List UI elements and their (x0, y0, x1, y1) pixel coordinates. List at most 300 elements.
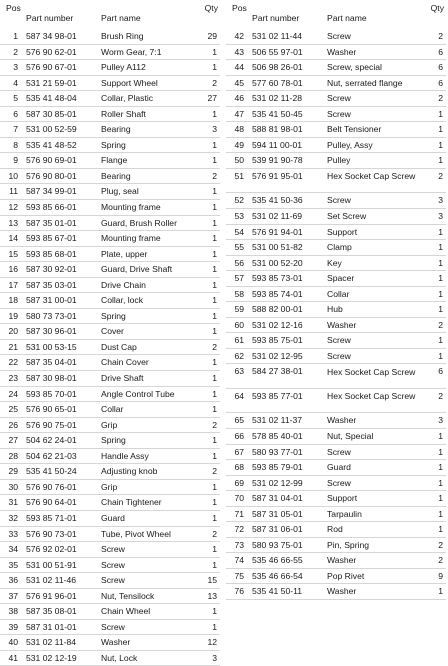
row-part-number: 587 31 01-01 (26, 621, 77, 632)
row-part-number: 531 00 51-91 (26, 559, 77, 570)
row-qty: 1 (212, 155, 217, 166)
table-row (0, 371, 220, 387)
row-part-number: 593 85 67-01 (26, 233, 77, 244)
row-part-name: Support (327, 493, 358, 504)
row-part-name: Cover (101, 326, 124, 337)
row-pos: 38 (8, 606, 18, 617)
row-part-number: 576 91 94-01 (252, 226, 303, 237)
row-part-number: 531 02 12-99 (252, 477, 303, 488)
row-part-name: Spring (101, 435, 126, 446)
row-part-name: Set Screw (327, 210, 367, 221)
table-body (0, 29, 220, 666)
table-row (0, 324, 220, 340)
table-row (226, 240, 446, 256)
row-qty: 2 (438, 31, 443, 41)
row-part-number: 531 02 12-95 (252, 350, 303, 361)
row-pos: 47 (234, 108, 244, 119)
row-part-number: 587 30 98-01 (26, 373, 77, 384)
row-part-name: Plate, upper (101, 248, 148, 259)
row-part-name: Grip (101, 481, 118, 492)
row-part-name: Washer (327, 415, 357, 426)
row-part-number: 587 30 85-01 (26, 108, 77, 119)
row-qty: 1 (438, 257, 443, 268)
header-qty: Qty (430, 3, 444, 13)
row-part-name: Screw (101, 575, 125, 586)
row-pos: 53 (234, 210, 244, 221)
row-pos: 3 (13, 62, 18, 73)
table-row (226, 522, 446, 538)
row-pos: 61 (234, 335, 244, 346)
row-qty: 2 (438, 555, 443, 566)
row-pos: 14 (8, 233, 18, 244)
row-pos: 35 (8, 559, 18, 570)
table-row (226, 429, 446, 445)
row-pos: 56 (234, 257, 244, 268)
row-qty: 1 (212, 544, 217, 555)
row-part-number: 587 31 06-01 (252, 524, 303, 535)
row-part-number: 587 31 05-01 (252, 508, 303, 519)
table-row (0, 511, 220, 527)
row-pos: 4 (13, 77, 18, 88)
table-header (0, 0, 220, 29)
row-part-number: 535 41 50-36 (252, 195, 303, 206)
row-part-name: Collar (327, 288, 350, 299)
row-qty: 1 (212, 373, 217, 384)
row-pos: 49 (234, 139, 244, 150)
row-pos: 11 (9, 186, 18, 197)
table-row (0, 169, 220, 185)
row-pos: 39 (8, 621, 18, 632)
row-part-number: 587 30 92-01 (26, 264, 77, 275)
row-qty: 2 (438, 539, 443, 550)
row-part-name: Worm Gear, 7:1 (101, 46, 162, 57)
table-row (0, 247, 220, 263)
table-row (0, 527, 220, 543)
table-row (0, 604, 220, 620)
header-qty: Qty (204, 3, 218, 13)
row-qty: 2 (212, 466, 217, 477)
row-qty: 1 (438, 335, 443, 346)
row-part-name: Mounting frame (101, 202, 161, 213)
table-row (226, 153, 446, 169)
row-part-name: Tube, Pivot Wheel (101, 528, 171, 539)
row-pos: 43 (234, 46, 244, 57)
row-part-name: Angle Control Tube (101, 388, 175, 399)
table-row (0, 216, 220, 232)
row-pos: 28 (8, 450, 18, 461)
row-pos: 13 (8, 217, 18, 228)
row-part-number: 531 02 11-69 (252, 210, 303, 221)
row-part-number: 535 41 50-45 (252, 108, 303, 119)
row-qty: 1 (438, 477, 443, 488)
row-part-number: 593 85 75-01 (252, 335, 303, 346)
row-qty: 6 (438, 77, 443, 88)
row-part-number: 535 41 48-52 (26, 139, 77, 150)
row-pos: 33 (8, 528, 18, 539)
row-pos: 46 (234, 93, 244, 104)
table-row (0, 309, 220, 325)
row-part-name: Screw (101, 559, 125, 570)
row-part-number: 506 55 97-01 (252, 46, 303, 57)
row-qty: 1 (438, 226, 443, 237)
row-part-number: 588 81 98-01 (252, 124, 303, 135)
row-part-name: Pin, Spring (327, 539, 370, 550)
table-row (0, 76, 220, 92)
row-part-number: 531 02 12-16 (252, 319, 303, 330)
row-pos: 24 (8, 388, 18, 399)
row-pos: 69 (234, 477, 244, 488)
row-part-number: 576 90 64-01 (26, 497, 77, 508)
row-pos: 60 (234, 319, 244, 330)
row-qty: 1 (212, 264, 217, 275)
row-part-name: Washer (327, 586, 357, 597)
table-row (0, 45, 220, 61)
table-row (0, 542, 220, 558)
header-part-name: Part name (101, 13, 141, 23)
row-part-name: Support (327, 226, 358, 237)
row-qty: 1 (212, 404, 217, 415)
table-row (0, 122, 220, 138)
row-pos: 32 (8, 512, 18, 523)
row-qty: 1 (438, 273, 443, 284)
row-part-name: Drive Chain (101, 279, 146, 290)
row-part-name: Roller Shaft (101, 108, 146, 119)
table-row (226, 76, 446, 92)
table-row (226, 193, 446, 209)
row-part-number: 504 62 24-01 (26, 435, 77, 446)
row-part-number: 576 91 96-01 (26, 590, 77, 601)
row-qty: 1 (212, 186, 217, 197)
row-part-name: Collar (101, 404, 124, 415)
row-pos: 16 (8, 264, 18, 275)
row-qty: 29 (207, 31, 217, 41)
table-row (0, 153, 220, 169)
row-qty: 9 (438, 570, 443, 581)
row-qty: 15 (207, 575, 217, 586)
row-qty: 1 (438, 124, 443, 135)
row-pos: 73 (234, 539, 244, 550)
table-row (0, 651, 220, 666)
row-qty: 27 (207, 93, 217, 104)
row-qty: 3 (438, 195, 443, 206)
row-pos: 6 (13, 108, 18, 119)
row-part-name: Spring (101, 139, 126, 150)
table-row (0, 138, 220, 154)
row-part-name: Washer (327, 46, 357, 57)
row-part-name: Flange (101, 155, 128, 166)
row-pos: 63 (234, 366, 244, 377)
row-part-name: Clamp (327, 242, 352, 253)
row-pos: 21 (8, 341, 18, 352)
row-part-number: 576 92 02-01 (26, 544, 77, 555)
row-part-number: 535 41 50-11 (252, 586, 303, 597)
table-row (226, 413, 446, 429)
row-pos: 23 (8, 373, 18, 384)
row-part-number: 593 85 73-01 (252, 273, 303, 284)
row-qty: 1 (438, 493, 443, 504)
row-qty: 1 (212, 62, 217, 73)
row-pos: 1 (13, 31, 18, 41)
row-part-name: Chain Wheel (101, 606, 151, 617)
row-qty: 1 (438, 524, 443, 535)
table-row (0, 29, 220, 45)
row-qty: 1 (212, 450, 217, 461)
row-part-number: 576 90 69-01 (26, 155, 77, 166)
row-qty: 1 (438, 586, 443, 597)
table-row (226, 45, 446, 61)
table-row (0, 573, 220, 589)
row-part-name: Handle Assy (101, 450, 149, 461)
table-row (226, 538, 446, 554)
row-pos: 27 (8, 435, 18, 446)
row-part-number: 593 85 66-01 (26, 202, 77, 213)
row-part-name: Rod (327, 524, 343, 535)
row-qty: 1 (212, 512, 217, 523)
table-row (226, 107, 446, 123)
row-qty: 1 (438, 462, 443, 473)
row-part-name: Guard, Brush Roller (101, 217, 177, 228)
row-pos: 51 (234, 170, 244, 181)
row-part-number: 535 41 50-24 (26, 466, 77, 477)
row-qty: 1 (438, 288, 443, 299)
row-part-name: Screw (327, 350, 351, 361)
row-pos: 54 (234, 226, 244, 237)
row-pos: 52 (234, 195, 244, 206)
row-qty: 3 (438, 415, 443, 426)
row-part-name: Screw (327, 335, 351, 346)
row-part-name: Screw, special (327, 62, 382, 73)
table-row (0, 558, 220, 574)
header-pos: Pos (6, 3, 21, 13)
table-row (226, 445, 446, 461)
row-part-name: Hex Socket Cap Screw (327, 171, 416, 182)
row-pos: 36 (8, 575, 18, 586)
row-part-name: Bearing (101, 124, 131, 135)
table-row (226, 287, 446, 303)
row-pos: 10 (8, 170, 18, 181)
row-qty: 12 (207, 637, 217, 648)
table-header (226, 0, 446, 29)
row-qty: 1 (438, 304, 443, 315)
row-qty: 1 (438, 508, 443, 519)
row-part-number: 535 41 48-04 (26, 93, 77, 104)
row-part-name: Brush Ring (101, 31, 144, 41)
row-qty: 1 (212, 559, 217, 570)
table-row (226, 138, 446, 154)
row-part-name: Guard, Drive Shaft (101, 264, 173, 275)
table-row (226, 225, 446, 241)
table-row (0, 231, 220, 247)
table-row (0, 433, 220, 449)
table-row (226, 169, 446, 194)
row-part-number: 593 85 77-01 (252, 390, 303, 401)
header-part-number: Part number (26, 13, 74, 23)
table-row (0, 589, 220, 605)
row-qty: 2 (438, 390, 443, 401)
parts-table-left (0, 0, 220, 666)
table-row (226, 60, 446, 76)
row-part-name: Pulley, Assy (327, 139, 373, 150)
row-part-name: Spring (101, 310, 126, 321)
table-row (0, 262, 220, 278)
row-qty: 1 (212, 481, 217, 492)
row-qty: 1 (212, 606, 217, 617)
table-row (226, 318, 446, 334)
row-pos: 12 (8, 202, 18, 213)
table-row (0, 402, 220, 418)
row-part-name: Chain Tightener (101, 497, 162, 508)
row-part-number: 531 02 11-37 (252, 415, 303, 426)
row-pos: 9 (13, 155, 18, 166)
row-part-number: 531 00 52-20 (252, 257, 303, 268)
row-part-name: Hex Socket Cap Screw (327, 391, 416, 402)
row-pos: 31 (8, 497, 18, 508)
row-qty: 13 (207, 590, 217, 601)
row-part-name: Adjusting knob (101, 466, 158, 477)
row-part-name: Collar, Plastic (101, 93, 154, 104)
row-pos: 59 (234, 304, 244, 315)
row-pos: 67 (234, 446, 244, 457)
row-part-name: Screw (327, 108, 351, 119)
table-body (226, 29, 446, 600)
row-part-name: Plug, seal (101, 186, 139, 197)
row-pos: 17 (8, 279, 18, 290)
row-qty: 2 (212, 528, 217, 539)
row-pos: 22 (8, 357, 18, 368)
row-part-name: Screw (327, 446, 351, 457)
row-pos: 19 (8, 310, 18, 321)
row-part-name: Tarpaulin (327, 508, 362, 519)
row-part-name: Spacer (327, 273, 355, 284)
row-qty: 1 (212, 326, 217, 337)
row-qty: 3 (212, 652, 217, 663)
row-qty: 1 (438, 430, 443, 441)
row-qty: 2 (438, 93, 443, 104)
row-part-name: Mounting frame (101, 233, 161, 244)
table-row (0, 293, 220, 309)
row-part-number: 593 85 79-01 (252, 462, 303, 473)
row-part-number: 576 91 95-01 (252, 170, 303, 181)
row-pos: 64 (234, 390, 244, 401)
row-pos: 74 (234, 555, 244, 566)
row-part-number: 576 90 73-01 (26, 528, 77, 539)
row-part-name: Support Wheel (101, 77, 158, 88)
row-part-number: 531 02 11-44 (252, 31, 303, 41)
row-qty: 1 (212, 435, 217, 446)
row-pos: 65 (234, 415, 244, 426)
row-pos: 57 (234, 273, 244, 284)
table-row (0, 278, 220, 294)
table-row (226, 91, 446, 107)
table-row (226, 491, 446, 507)
row-pos: 68 (234, 462, 244, 473)
row-pos: 76 (234, 586, 244, 597)
table-row (0, 91, 220, 107)
row-pos: 26 (8, 419, 18, 430)
row-qty: 1 (438, 350, 443, 361)
row-part-number: 593 85 70-01 (26, 388, 77, 399)
row-part-name: Key (327, 257, 342, 268)
row-part-name: Pop Rivet (327, 570, 365, 581)
row-pos: 42 (234, 31, 244, 41)
row-part-name: Screw (327, 93, 351, 104)
row-part-number: 531 00 52-59 (26, 124, 77, 135)
row-part-number: 576 90 67-01 (26, 62, 77, 73)
row-part-number: 531 21 59-01 (26, 77, 77, 88)
row-part-number: 580 93 77-01 (252, 446, 303, 457)
row-qty: 1 (212, 497, 217, 508)
row-qty: 1 (212, 295, 217, 306)
row-pos: 5 (13, 93, 18, 104)
row-qty: 1 (212, 217, 217, 228)
row-part-number: 506 98 26-01 (252, 62, 303, 73)
row-pos: 34 (8, 544, 18, 555)
row-part-number: 531 00 51-82 (252, 242, 303, 253)
table-row (226, 333, 446, 349)
table-row (0, 480, 220, 496)
row-qty: 1 (212, 139, 217, 150)
row-part-name: Guard (327, 462, 351, 473)
row-part-name: Pulley (327, 155, 351, 166)
table-row (0, 340, 220, 356)
table-row (0, 418, 220, 434)
row-qty: 1 (438, 446, 443, 457)
row-pos: 30 (8, 481, 18, 492)
table-row (0, 200, 220, 216)
row-part-number: 577 60 78-01 (252, 77, 303, 88)
table-row (0, 184, 220, 200)
row-pos: 41 (8, 652, 18, 663)
row-part-number: 594 11 00-01 (252, 139, 303, 150)
row-part-name: Grip (101, 419, 118, 430)
row-part-number: 587 34 98-01 (26, 31, 77, 41)
row-qty: 2 (438, 170, 443, 181)
row-pos: 15 (8, 248, 18, 259)
row-part-name: Guard (101, 512, 125, 523)
parts-table-right (226, 0, 446, 600)
row-pos: 50 (234, 155, 244, 166)
row-qty: 6 (438, 62, 443, 73)
row-qty: 2 (212, 77, 217, 88)
row-part-number: 593 85 71-01 (26, 512, 77, 523)
row-qty: 2 (212, 419, 217, 430)
row-part-number: 587 35 08-01 (26, 606, 77, 617)
row-pos: 66 (234, 430, 244, 441)
row-qty: 1 (212, 108, 217, 119)
table-row (0, 60, 220, 76)
row-part-number: 539 91 90-78 (252, 155, 303, 166)
table-row (0, 107, 220, 123)
row-part-number: 576 90 75-01 (26, 419, 77, 430)
row-part-name: Hub (327, 304, 343, 315)
table-row (226, 122, 446, 138)
table-row (0, 464, 220, 480)
row-pos: 44 (234, 62, 244, 73)
row-pos: 29 (8, 466, 18, 477)
row-part-name: Screw (327, 31, 351, 41)
row-part-name: Chain Cover (101, 357, 149, 368)
row-qty: 1 (438, 155, 443, 166)
row-part-number: 576 90 76-01 (26, 481, 77, 492)
row-part-number: 588 82 00-01 (252, 304, 303, 315)
row-part-number: 587 35 01-01 (26, 217, 77, 228)
row-qty: 2 (438, 319, 443, 330)
row-part-name: Bearing (101, 170, 131, 181)
row-part-name: Washer (101, 637, 131, 648)
row-pos: 45 (234, 77, 244, 88)
row-pos: 18 (8, 295, 18, 306)
row-part-name: Belt Tensioner (327, 124, 382, 135)
